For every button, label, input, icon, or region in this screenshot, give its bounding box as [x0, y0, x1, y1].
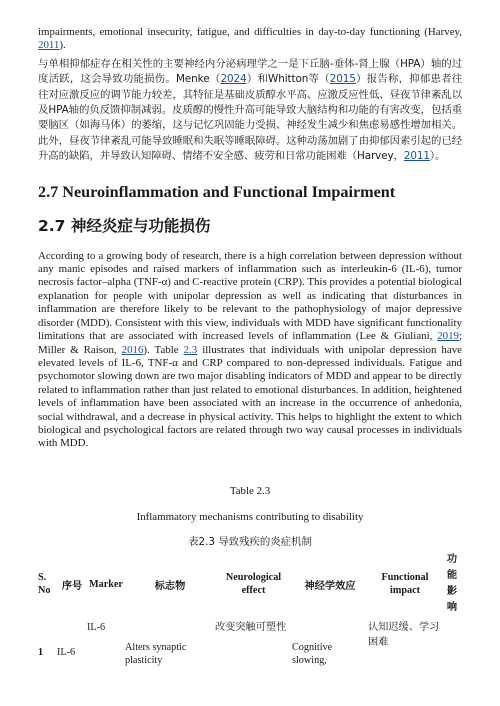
cell-effect: Alters synaptic plasticity — [125, 642, 187, 666]
paragraph-text: ; Miller & Raison, — [38, 330, 462, 356]
paragraph-text: 与单相抑郁症存在相关性的主要神经内分泌病理学之一是下丘脑-垂体-肾上腺（HPA）轴的过度活跃，这会导致功能损伤。Menke（ — [38, 57, 462, 86]
paragraph-text: ）和Whitton等（ — [246, 73, 330, 86]
header-effect: Neurological effect — [225, 572, 282, 596]
paragraph-text: According to a growing body of research, there is a high correlation between depression without any manic episodes and raised markers of inflammation such as interleukin-6 (IL-6), tumor necrosis factor–alpha (TNF-α) and C-reactive protein (CRP). This provides a potential biological explanation for people with unipolar depression as well as indicating that disturbances in inflammation are therefore likely to be relevant to the pathophysiology of major depressive disorder (MDD). Consistent with this view, individuals with MDD have significant functionality limitations that are associated with increased levels of inflammation (Lee & Giuliani, — [38, 249, 462, 343]
table-label: Table 2.3 — [229, 485, 271, 497]
cell-marker: IL-6 — [87, 622, 106, 633]
table-title: Inflammatory mechanisms contributing to disability — [136, 511, 364, 523]
paragraph-text: ). Table — [143, 343, 184, 356]
citation-link[interactable]: 2011 — [403, 150, 430, 163]
table-link[interactable]: 2.3 — [183, 343, 198, 356]
table-header-row — [38, 552, 462, 616]
citation-link[interactable]: 2019 — [437, 330, 459, 343]
paragraph-text: illustrates that individuals with unipolar depression have elevated levels of IL-6, TNF-α and CRP compared to non-depressed individuals. Fatigue and psychomotor slowing down are two major disabling indicators of MDD and appear to be directly related to inflammation rather than just related to emotional disturbances. In addition, heightened levels of inflammation have been associated with an increase in the occurrence of anhedonia, social withdrawal, and a decrease in physical activity. This helps to highlight the extent to which biological and psychological factors are related through two way causal processes in individuals with MDD. — [38, 343, 462, 450]
inflammation-table — [38, 552, 462, 674]
header-effect-zh: 神经学效应 — [304, 580, 356, 592]
paragraph-text: ). — [59, 39, 66, 52]
header-sno: S. No — [38, 572, 51, 596]
cell-empty — [442, 616, 462, 674]
paragraph-top — [38, 26, 462, 53]
citation-link[interactable]: 2011 — [38, 39, 60, 52]
paragraph-text: ）。 — [429, 150, 446, 163]
paragraph-text: impairments, emotional insecurity, fatigue, and difficulties in day-to-day functioning (Harvey, — [38, 26, 462, 38]
header-impact: Functional impact — [381, 572, 429, 596]
cell-impact-zh: 认知迟缓、学习困难 — [368, 622, 440, 648]
paragraph-main — [38, 250, 462, 451]
cell-sno-zh: IL-6 — [57, 646, 76, 658]
section-heading-zh: 2.7 神经炎症与功能损伤 — [38, 216, 211, 235]
cell-impact: Cognitive slowing, — [292, 642, 333, 666]
citation-link[interactable]: 2015 — [329, 73, 356, 86]
cell-sno: 1 — [38, 646, 44, 658]
header-marker-zh: 标志物 — [154, 580, 186, 592]
table-row — [38, 616, 462, 674]
section-heading-en: 2.7 Neuroinflammation and Functional Impairment — [38, 182, 396, 201]
citation-link[interactable]: 2024 — [220, 73, 247, 86]
document-page — [38, 26, 462, 451]
paragraph-text: ）报告称，抑郁患者往往对应激反应的调节能力较差，其特征是基础皮质醇水平高、应激反应性低、昼夜节律紊乱以及HPA轴的负反馈抑制减弱。皮质醇的慢性升高可能导致大脑结构和功能的有害改变，包括重要脑区（如海马体）的萎缩，这与记忆巩固能力受损、神经发生减少和焦虑易感性增加相关。此外，昼夜节律紊乱可能导致睡眠和失眠等睡眠障碍。这种动荡加剧了由抑郁因素引起的已经升高的缺陷，并导致认知障碍、情绪不安全感、疲劳和日常功能困难（Harvey， — [38, 73, 462, 163]
citation-link[interactable]: 2016 — [121, 343, 144, 356]
cell-effect-zh: 改变突触可塑性 — [215, 622, 287, 633]
table-title-zh: 表2.3 导致残疾的炎症机制 — [188, 536, 312, 548]
header-marker: Marker — [89, 578, 123, 590]
paragraph-zh — [38, 57, 462, 165]
header-impact-zh: 功能影响 — [446, 554, 458, 613]
header-sno-zh: 序号 — [61, 580, 83, 592]
